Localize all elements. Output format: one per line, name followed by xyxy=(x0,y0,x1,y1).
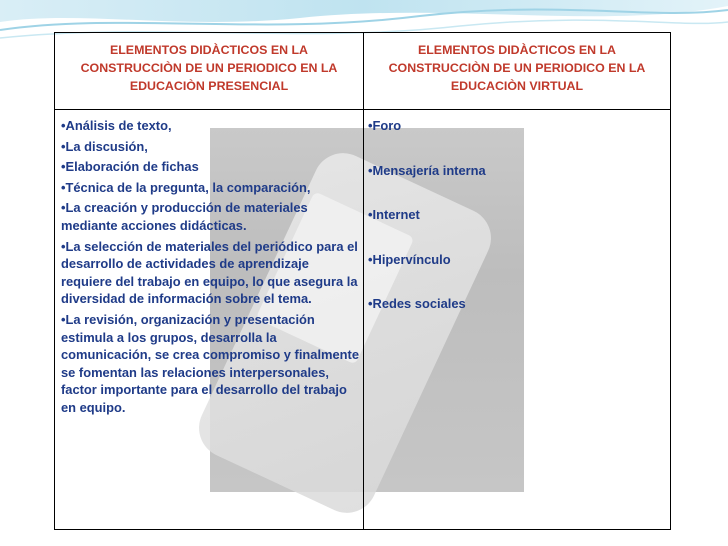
list-item: •La discusión, xyxy=(61,138,148,154)
list-item: •La creación y producción de materiales mediante acciones didácticas. xyxy=(61,200,308,233)
presencial-list xyxy=(61,117,359,420)
list-item: •Redes sociales xyxy=(368,296,466,312)
list-item: •La revisión, organización y presentación estimula a los grupos, desarrolla la comunicación, se crea compromiso y finalmente se fomentan las relaciones interpersonales, factor importante para el desarrollo del trabajo en equipo. xyxy=(61,311,360,415)
list-item: •Elaboración de fichas xyxy=(61,159,199,175)
list-item: •Foro xyxy=(368,118,402,133)
column-divider xyxy=(363,33,364,529)
header-row-divider xyxy=(55,109,670,110)
list-item: •Análisis de texto, xyxy=(61,118,172,133)
list-item: •La selección de materiales del periódico para el desarrollo de actividades de aprendizaje requiere del trabajo en equipo, lo que asegura la diversidad de información sobre el tema. xyxy=(61,238,358,307)
comparison-table xyxy=(54,32,671,530)
list-item: •Internet xyxy=(368,207,420,223)
virtual-list xyxy=(368,117,666,340)
list-item: •Mensajería interna xyxy=(368,162,486,178)
list-item: •Hipervínculo xyxy=(368,251,451,267)
header-presencial: ELEMENTOS DIDÀCTICOS EN LA CONSTRUCCIÒN DE UN PERIODICO EN LA EDUCACIÒN PRESENCIAL xyxy=(80,43,338,93)
header-virtual: ELEMENTOS DIDÀCTICOS EN LA CONSTRUCCIÒN DE UN PERIODICO EN LA EDUCACIÒN VIRTUAL xyxy=(388,43,646,93)
list-item: •Técnica de la pregunta, la comparación, xyxy=(61,179,311,195)
